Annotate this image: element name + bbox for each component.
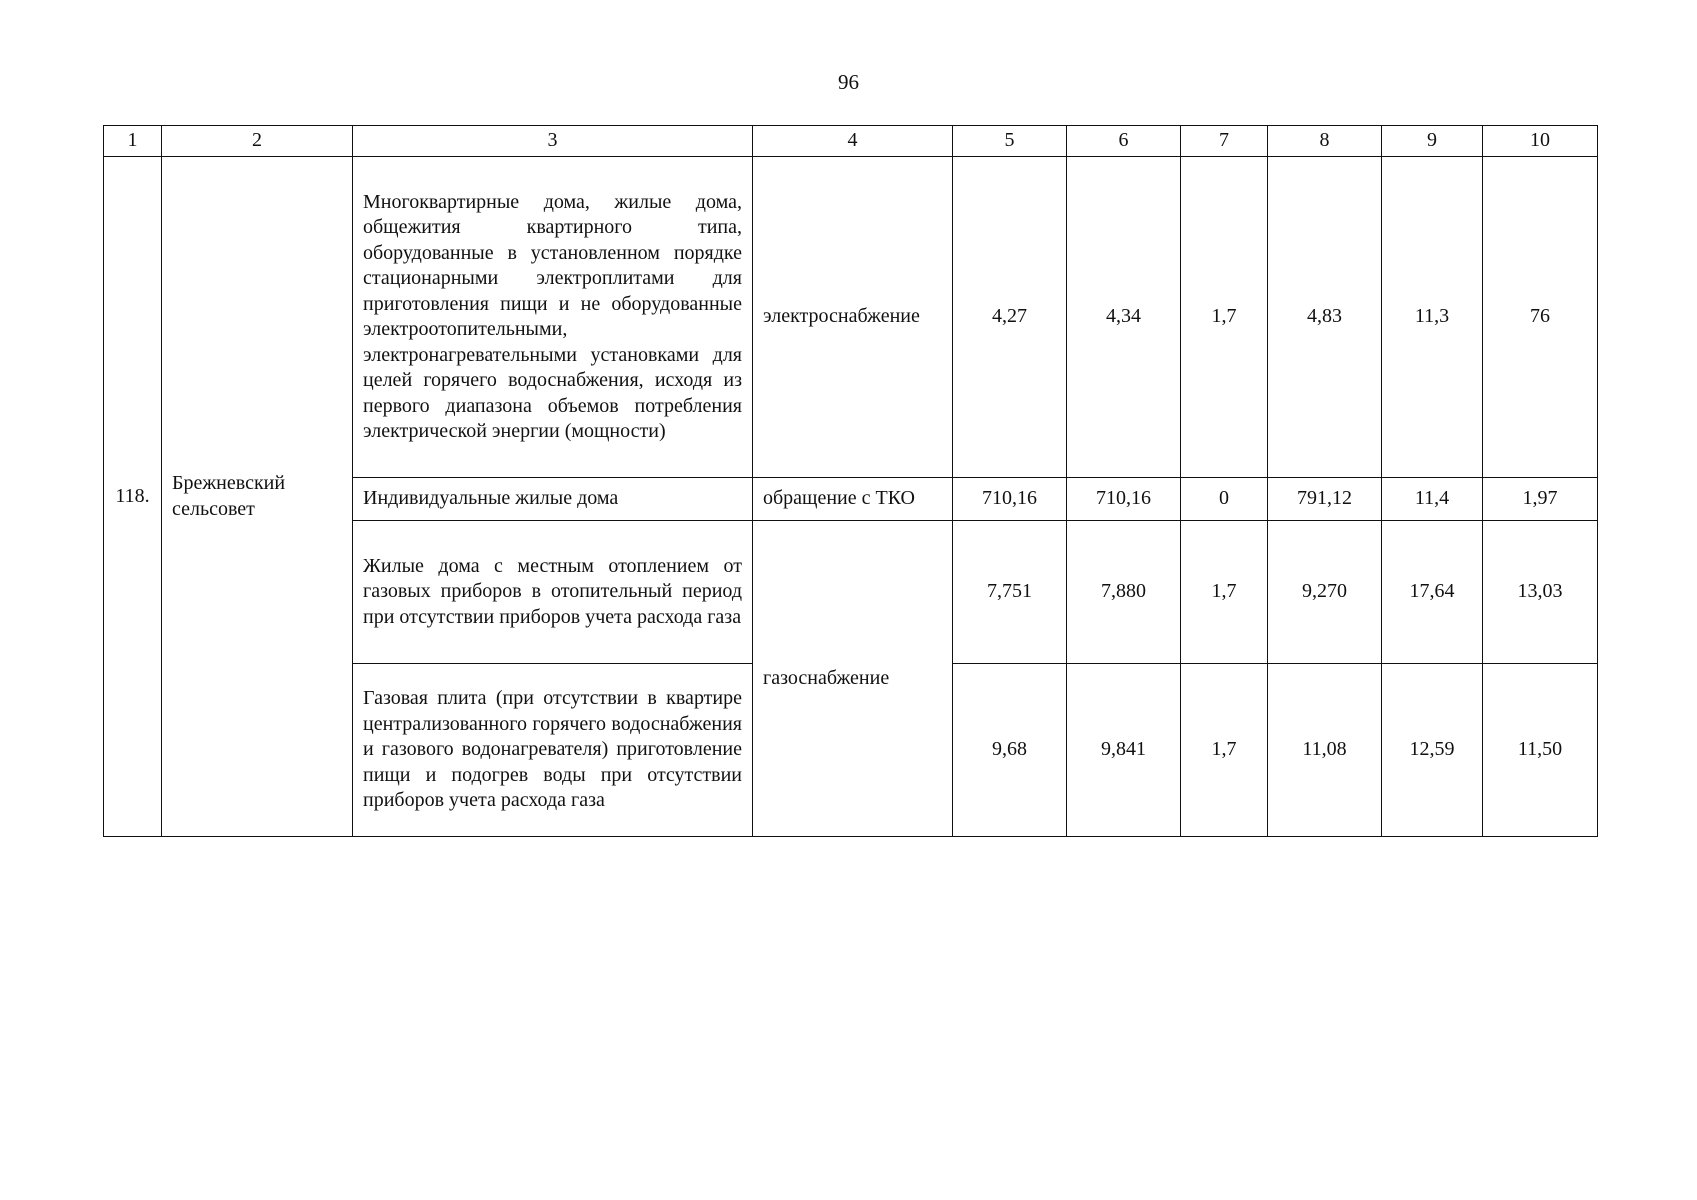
value-cell: 11,08 xyxy=(1268,664,1382,837)
value-cell: 9,68 xyxy=(953,664,1067,837)
value-cell: 11,50 xyxy=(1483,664,1598,837)
column-number: 7 xyxy=(1181,126,1268,157)
value-cell: 791,12 xyxy=(1268,478,1382,521)
value-cell: 710,16 xyxy=(1067,478,1181,521)
category-description: Жилые дома с местным отоплением от газовых приборов в отопительный период при отсутствии приборов учета расхода газа xyxy=(353,521,753,664)
category-description: Газовая плита (при отсутствии в квартире централизованного горячего водоснабжения и газового водонагревателя) приготовление пищи и подогрев воды при отсутствии приборов учета расхода газа xyxy=(353,664,753,837)
value-cell: 4,83 xyxy=(1268,157,1382,478)
value-cell: 9,270 xyxy=(1268,521,1382,664)
value-cell: 17,64 xyxy=(1382,521,1483,664)
service-type: газоснабжение xyxy=(753,521,953,837)
column-number: 9 xyxy=(1382,126,1483,157)
column-number-row xyxy=(104,126,1598,157)
column-number: 10 xyxy=(1483,126,1598,157)
category-description: Многоквартирные дома, жилые дома, общежития квартирного типа, оборудованные в установленном порядке стационарными электроплитами для приготовления пищи и не оборудованные электроотопительными, электронагревательными установками для целей горячего водоснабжения, исходя из первого диапазона объемов потребления электрической энергии (мощности) xyxy=(353,157,753,478)
settlement-name: Брежневский сельсовет xyxy=(162,157,353,837)
value-cell: 12,59 xyxy=(1382,664,1483,837)
value-cell: 1,7 xyxy=(1181,664,1268,837)
tariff-table xyxy=(103,125,1598,837)
value-cell: 11,3 xyxy=(1382,157,1483,478)
page-number: 96 xyxy=(838,70,859,94)
value-cell: 1,97 xyxy=(1483,478,1598,521)
value-cell: 4,34 xyxy=(1067,157,1181,478)
column-number: 5 xyxy=(953,126,1067,157)
category-description: Индивидуальные жилые дома xyxy=(353,478,753,521)
value-cell: 7,880 xyxy=(1067,521,1181,664)
value-cell: 1,7 xyxy=(1181,521,1268,664)
value-cell: 7,751 xyxy=(953,521,1067,664)
value-cell: 13,03 xyxy=(1483,521,1598,664)
column-number: 3 xyxy=(353,126,753,157)
column-number: 2 xyxy=(162,126,353,157)
value-cell: 710,16 xyxy=(953,478,1067,521)
table-row xyxy=(104,157,1598,478)
value-cell: 1,7 xyxy=(1181,157,1268,478)
value-cell: 0 xyxy=(1181,478,1268,521)
entry-number: 118. xyxy=(104,157,162,837)
column-number: 1 xyxy=(104,126,162,157)
service-type: обращение с ТКО xyxy=(753,478,953,521)
service-type: электроснабжение xyxy=(753,157,953,478)
column-number: 4 xyxy=(753,126,953,157)
value-cell: 11,4 xyxy=(1382,478,1483,521)
value-cell: 4,27 xyxy=(953,157,1067,478)
column-number: 8 xyxy=(1268,126,1382,157)
column-number: 6 xyxy=(1067,126,1181,157)
value-cell: 9,841 xyxy=(1067,664,1181,837)
value-cell: 76 xyxy=(1483,157,1598,478)
